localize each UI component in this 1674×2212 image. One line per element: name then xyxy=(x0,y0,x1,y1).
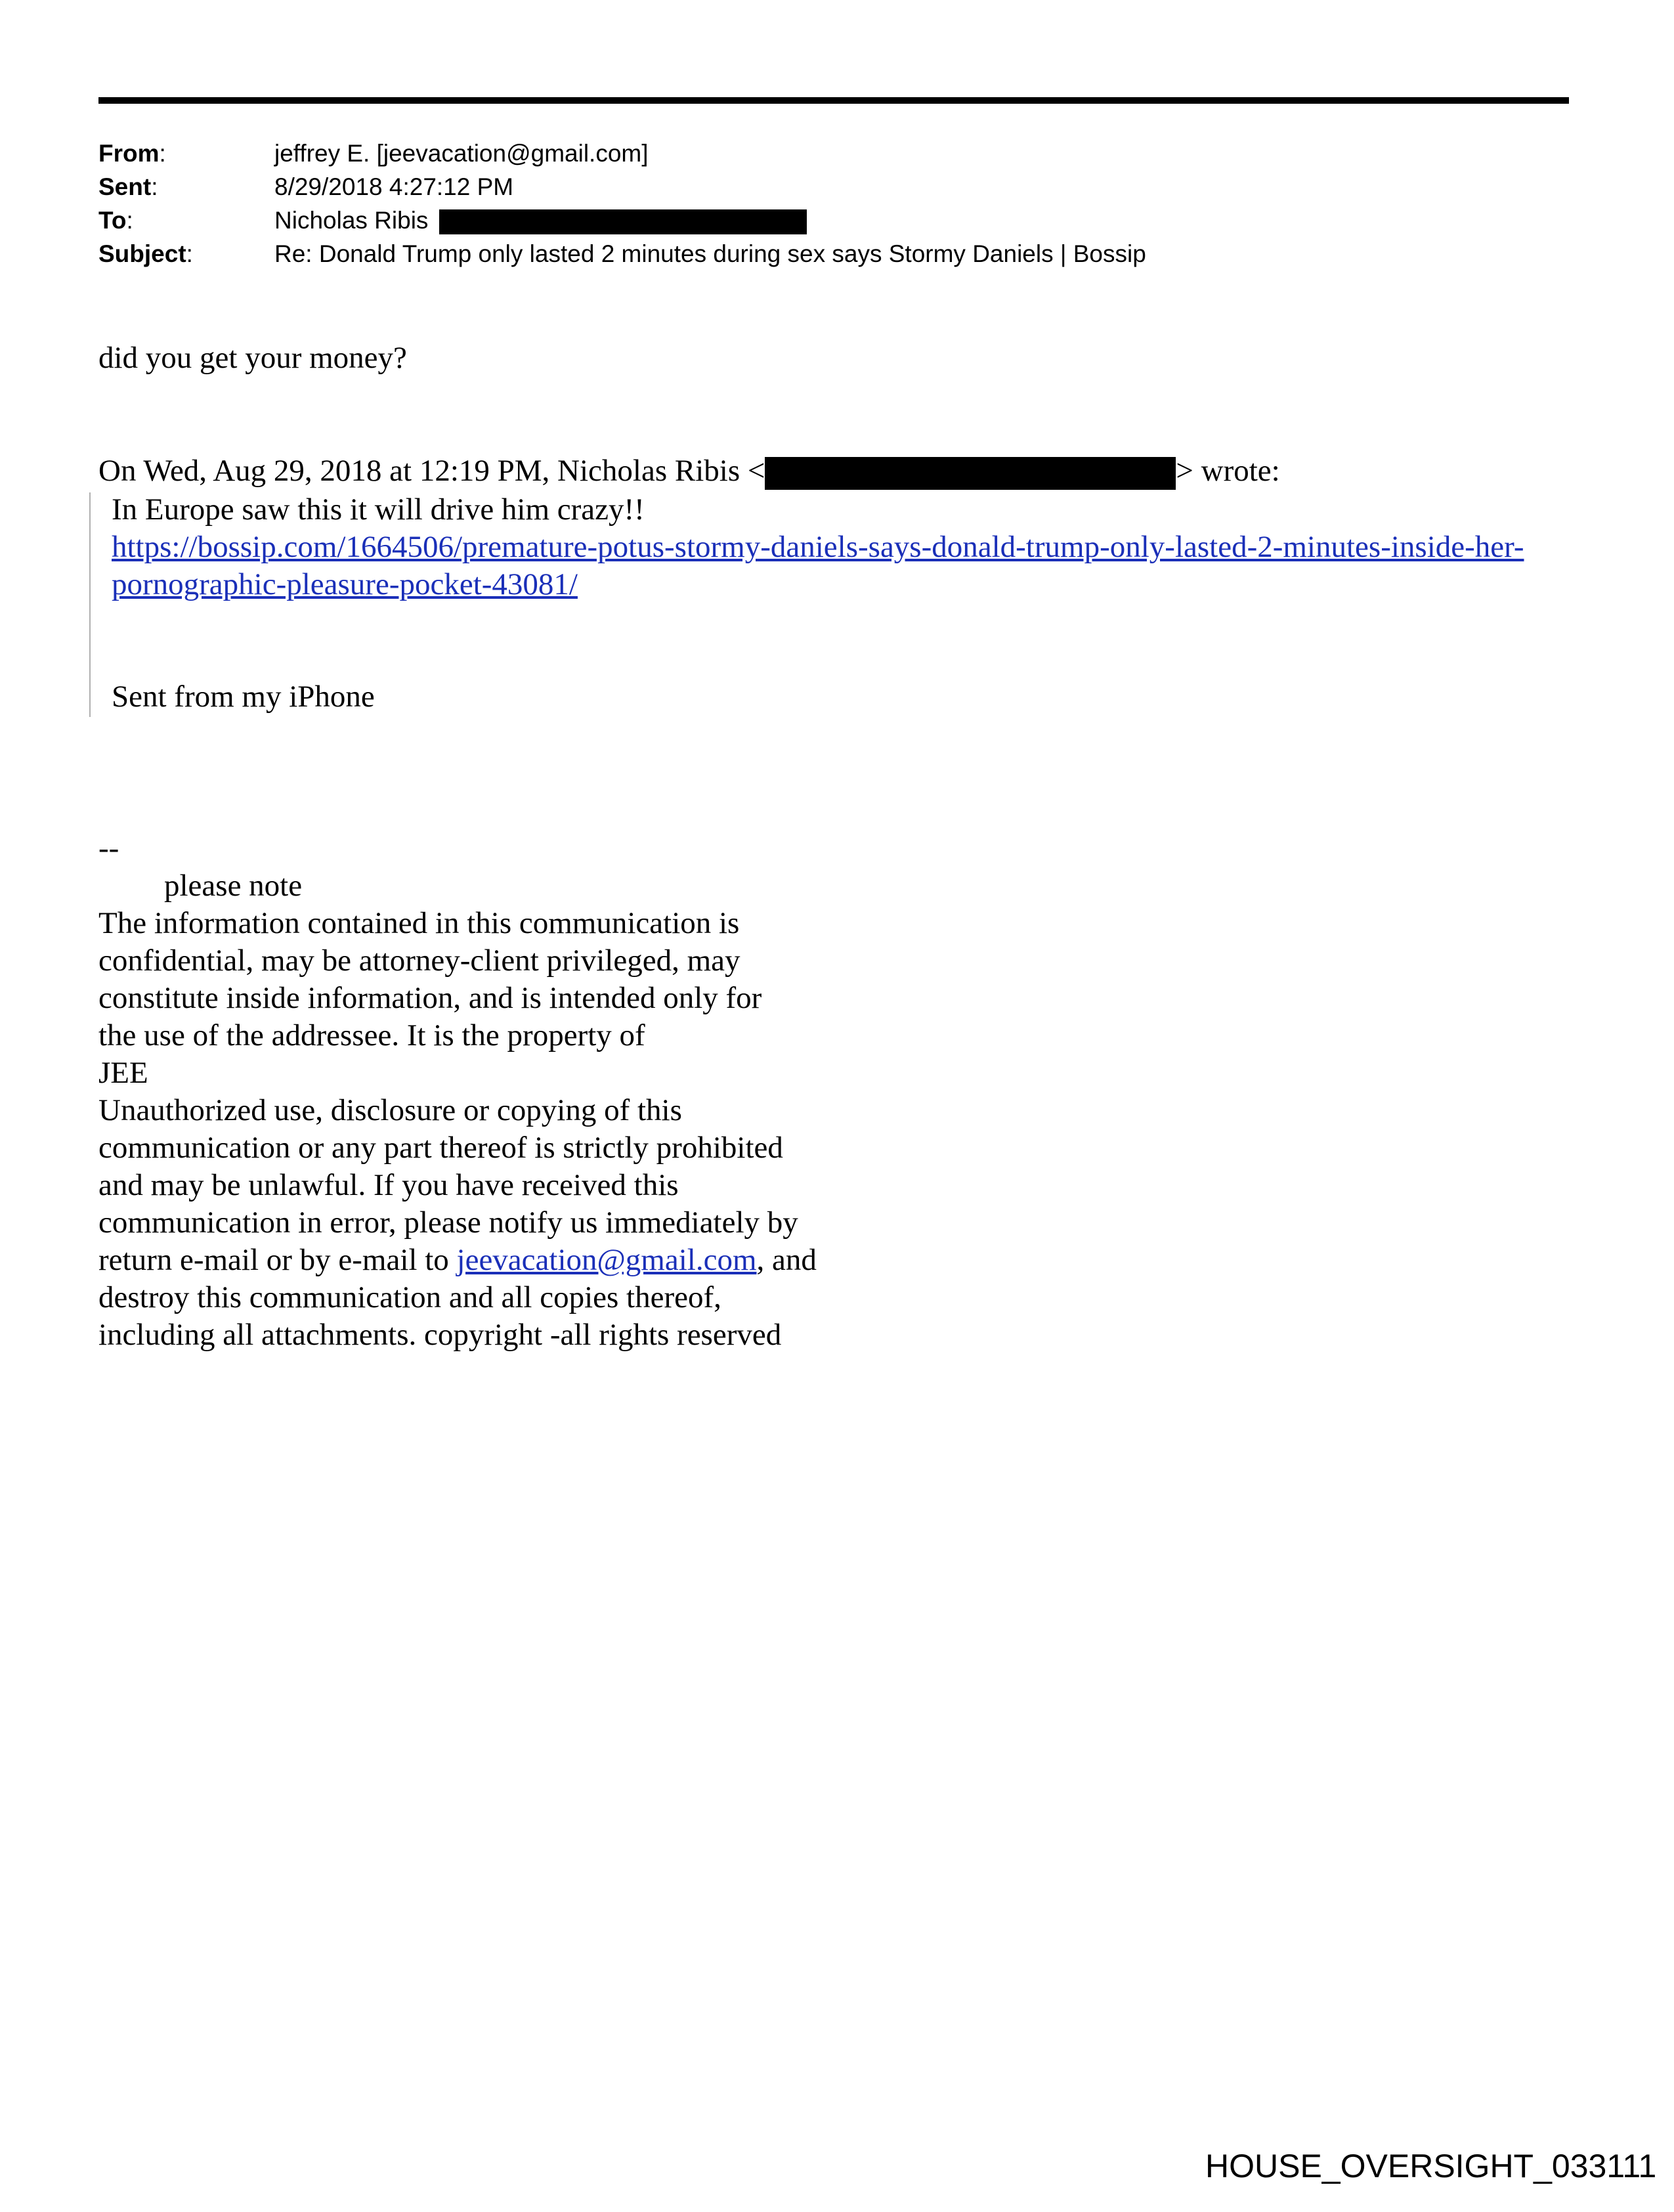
quote-bar xyxy=(89,492,91,717)
to-label: To xyxy=(98,207,127,234)
redaction-box xyxy=(765,457,1176,490)
header-rule xyxy=(98,97,1569,104)
footer-line: Unauthorized use, disclosure or copying of this xyxy=(98,1093,682,1127)
confidentiality-footer xyxy=(98,830,952,1354)
footer-line: and may be unlawful. If you have received this xyxy=(98,1168,679,1202)
sent-label: Sent xyxy=(98,173,152,200)
email-header xyxy=(98,137,1146,271)
reply-text: did you get your money? xyxy=(98,341,407,375)
from-row: From: jeffrey E. [jeevacation@gmail.com] xyxy=(98,137,1146,170)
redaction-box xyxy=(439,209,807,234)
quote-line: In Europe saw this it will drive him crazy!! xyxy=(112,492,645,527)
article-link[interactable]: https://bossip.com/1664506/premature-potus-stormy-daniels-says-donald-trump-only-lasted-2-minutes-inside-her-pornographic-pleasure-pocket-43081/ xyxy=(112,530,1524,601)
footer-line: destroy this communication and all copies thereof, xyxy=(98,1280,721,1314)
footer-line: including all attachments. copyright -all rights reserved xyxy=(98,1318,782,1352)
quoted-message xyxy=(112,491,1569,716)
footer-line: constitute inside information, and is intended only for xyxy=(98,981,762,1015)
subject-row: Subject: Re: Donald Trump only lasted 2 minutes during sex says Stormy Daniels | Bossip xyxy=(98,237,1146,271)
footer-line: return e-mail or by e-mail to jeevacation@gmail.com, and xyxy=(98,1243,817,1277)
footer-please-note: please note xyxy=(164,869,303,903)
footer-dashes: -- xyxy=(98,831,119,865)
footer-line: communication or any part thereof is strictly prohibited xyxy=(98,1131,783,1165)
sent-row: Sent: 8/29/2018 4:27:12 PM xyxy=(98,170,1146,204)
quote-signature: Sent from my iPhone xyxy=(112,680,375,714)
quote-intro: On Wed, Aug 29, 2018 at 12:19 PM, Nicholas Ribis < > wrote: xyxy=(98,453,1280,490)
to-value: Nicholas Ribis xyxy=(274,207,429,234)
footer-email-link[interactable]: jeevacation@gmail.com xyxy=(456,1243,757,1277)
footer-line: confidential, may be attorney-client privileged, may xyxy=(98,943,740,978)
sent-value: 8/29/2018 4:27:12 PM xyxy=(274,173,514,200)
footer-line: JEE xyxy=(98,1056,148,1090)
footer-line: the use of the addressee. It is the property of xyxy=(98,1018,645,1052)
subject-label: Subject xyxy=(98,240,186,267)
footer-line: communication in error, please notify us immediately by xyxy=(98,1205,798,1240)
footer-line: The information contained in this communication is xyxy=(98,906,740,940)
from-value: jeffrey E. [jeevacation@gmail.com] xyxy=(274,140,649,167)
to-row: To: Nicholas Ribis xyxy=(98,204,1146,237)
from-label: From xyxy=(98,140,160,167)
bates-number: HOUSE_OVERSIGHT_033111 xyxy=(1205,2148,1657,2184)
subject-value: Re: Donald Trump only lasted 2 minutes during sex says Stormy Daniels | Bossip xyxy=(274,240,1146,267)
